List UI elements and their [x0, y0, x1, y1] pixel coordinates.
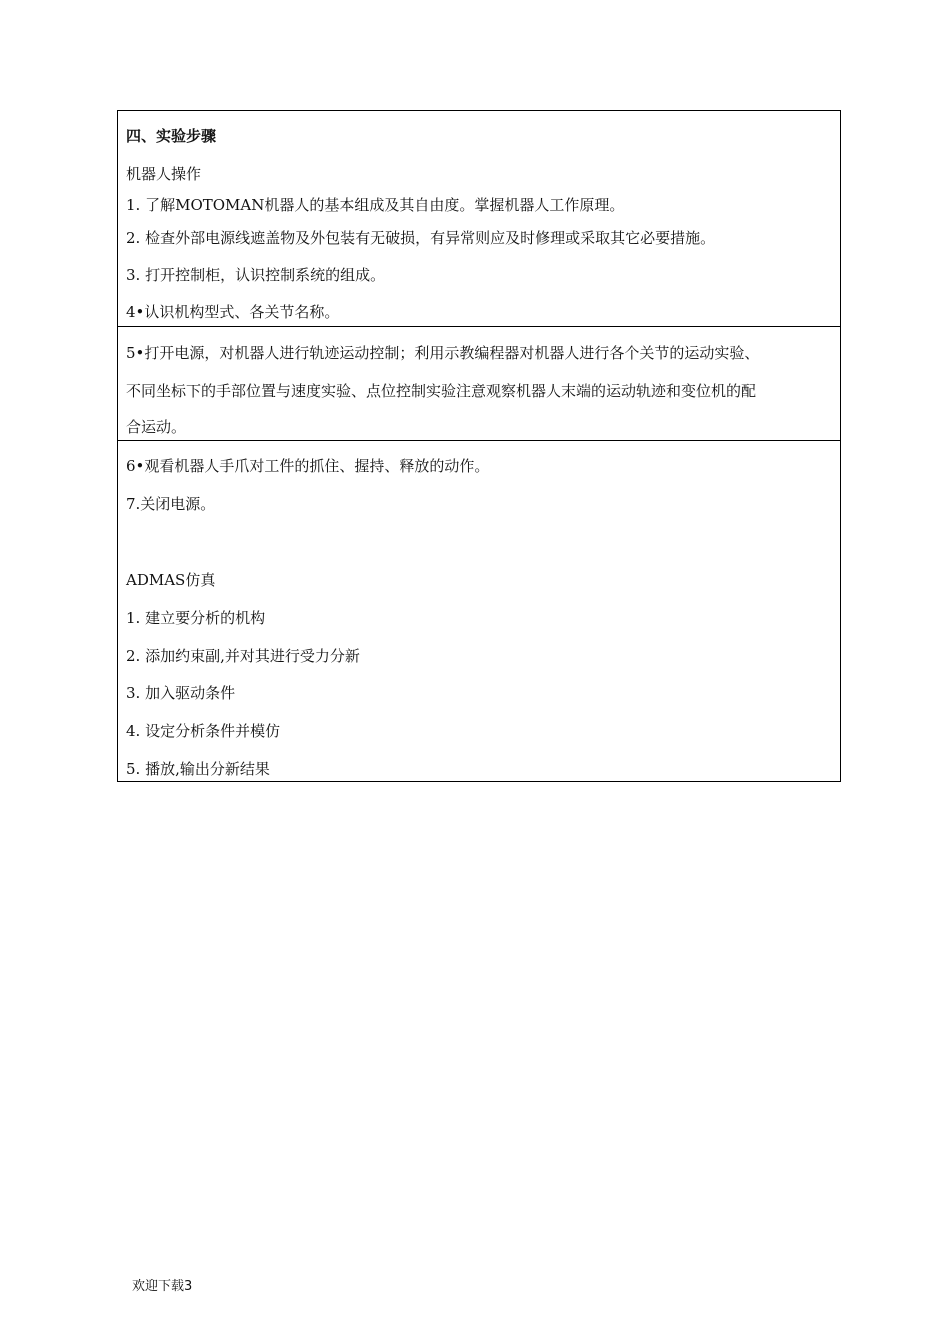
adams-step-5: 5. 播放,输出分新结果	[126, 760, 270, 778]
adams-title: ADMAS仿真	[126, 571, 216, 589]
robot-step-5-line-3: 合运动。	[126, 418, 187, 436]
robot-step-1: 1. 了解MOTOMAN机器人的基本组成及其自由度。掌握机器人工作原理。	[126, 196, 625, 214]
robot-step-6: 6•观看机器人手爪对工件的抓住、握持、释放的动作。	[126, 457, 490, 475]
steps-box-2	[117, 326, 841, 441]
robot-step-7: 7.关闭电源。	[126, 495, 216, 513]
robot-step-2: 2. 检查外部电源线遮盖物及外包装有无破损，有异常则应及时修理或采取其它必要措施。	[126, 229, 716, 247]
robot-step-5-line-1: 5•打开电源，对机器人进行轨迹运动控制；利用示教编程器对机器人进行各个关节的运动实验、	[126, 344, 760, 362]
page-footer: 欢迎下载3	[132, 1279, 193, 1294]
robot-step-4: 4•认识机构型式、各关节名称。	[126, 303, 340, 321]
adams-step-2: 2. 添加约束副,并对其进行受力分新	[126, 647, 360, 665]
adams-step-4: 4. 设定分析条件并模仿	[126, 722, 281, 740]
robot-ops-title: 机器人操作	[126, 165, 202, 183]
steps-box-1	[117, 110, 841, 327]
section-heading: 四、实验步骤	[126, 127, 217, 145]
steps-box-3	[117, 440, 841, 782]
adams-step-1: 1. 建立要分析的机构	[126, 609, 266, 627]
robot-step-5-line-2: 不同坐标下的手部位置与速度实验、点位控制实验注意观察机器人末端的运动轨迹和变位机的配	[126, 382, 757, 400]
adams-step-3: 3. 加入驱动条件	[126, 684, 236, 702]
robot-step-3: 3. 打开控制柜，认识控制系统的组成。	[126, 266, 386, 284]
